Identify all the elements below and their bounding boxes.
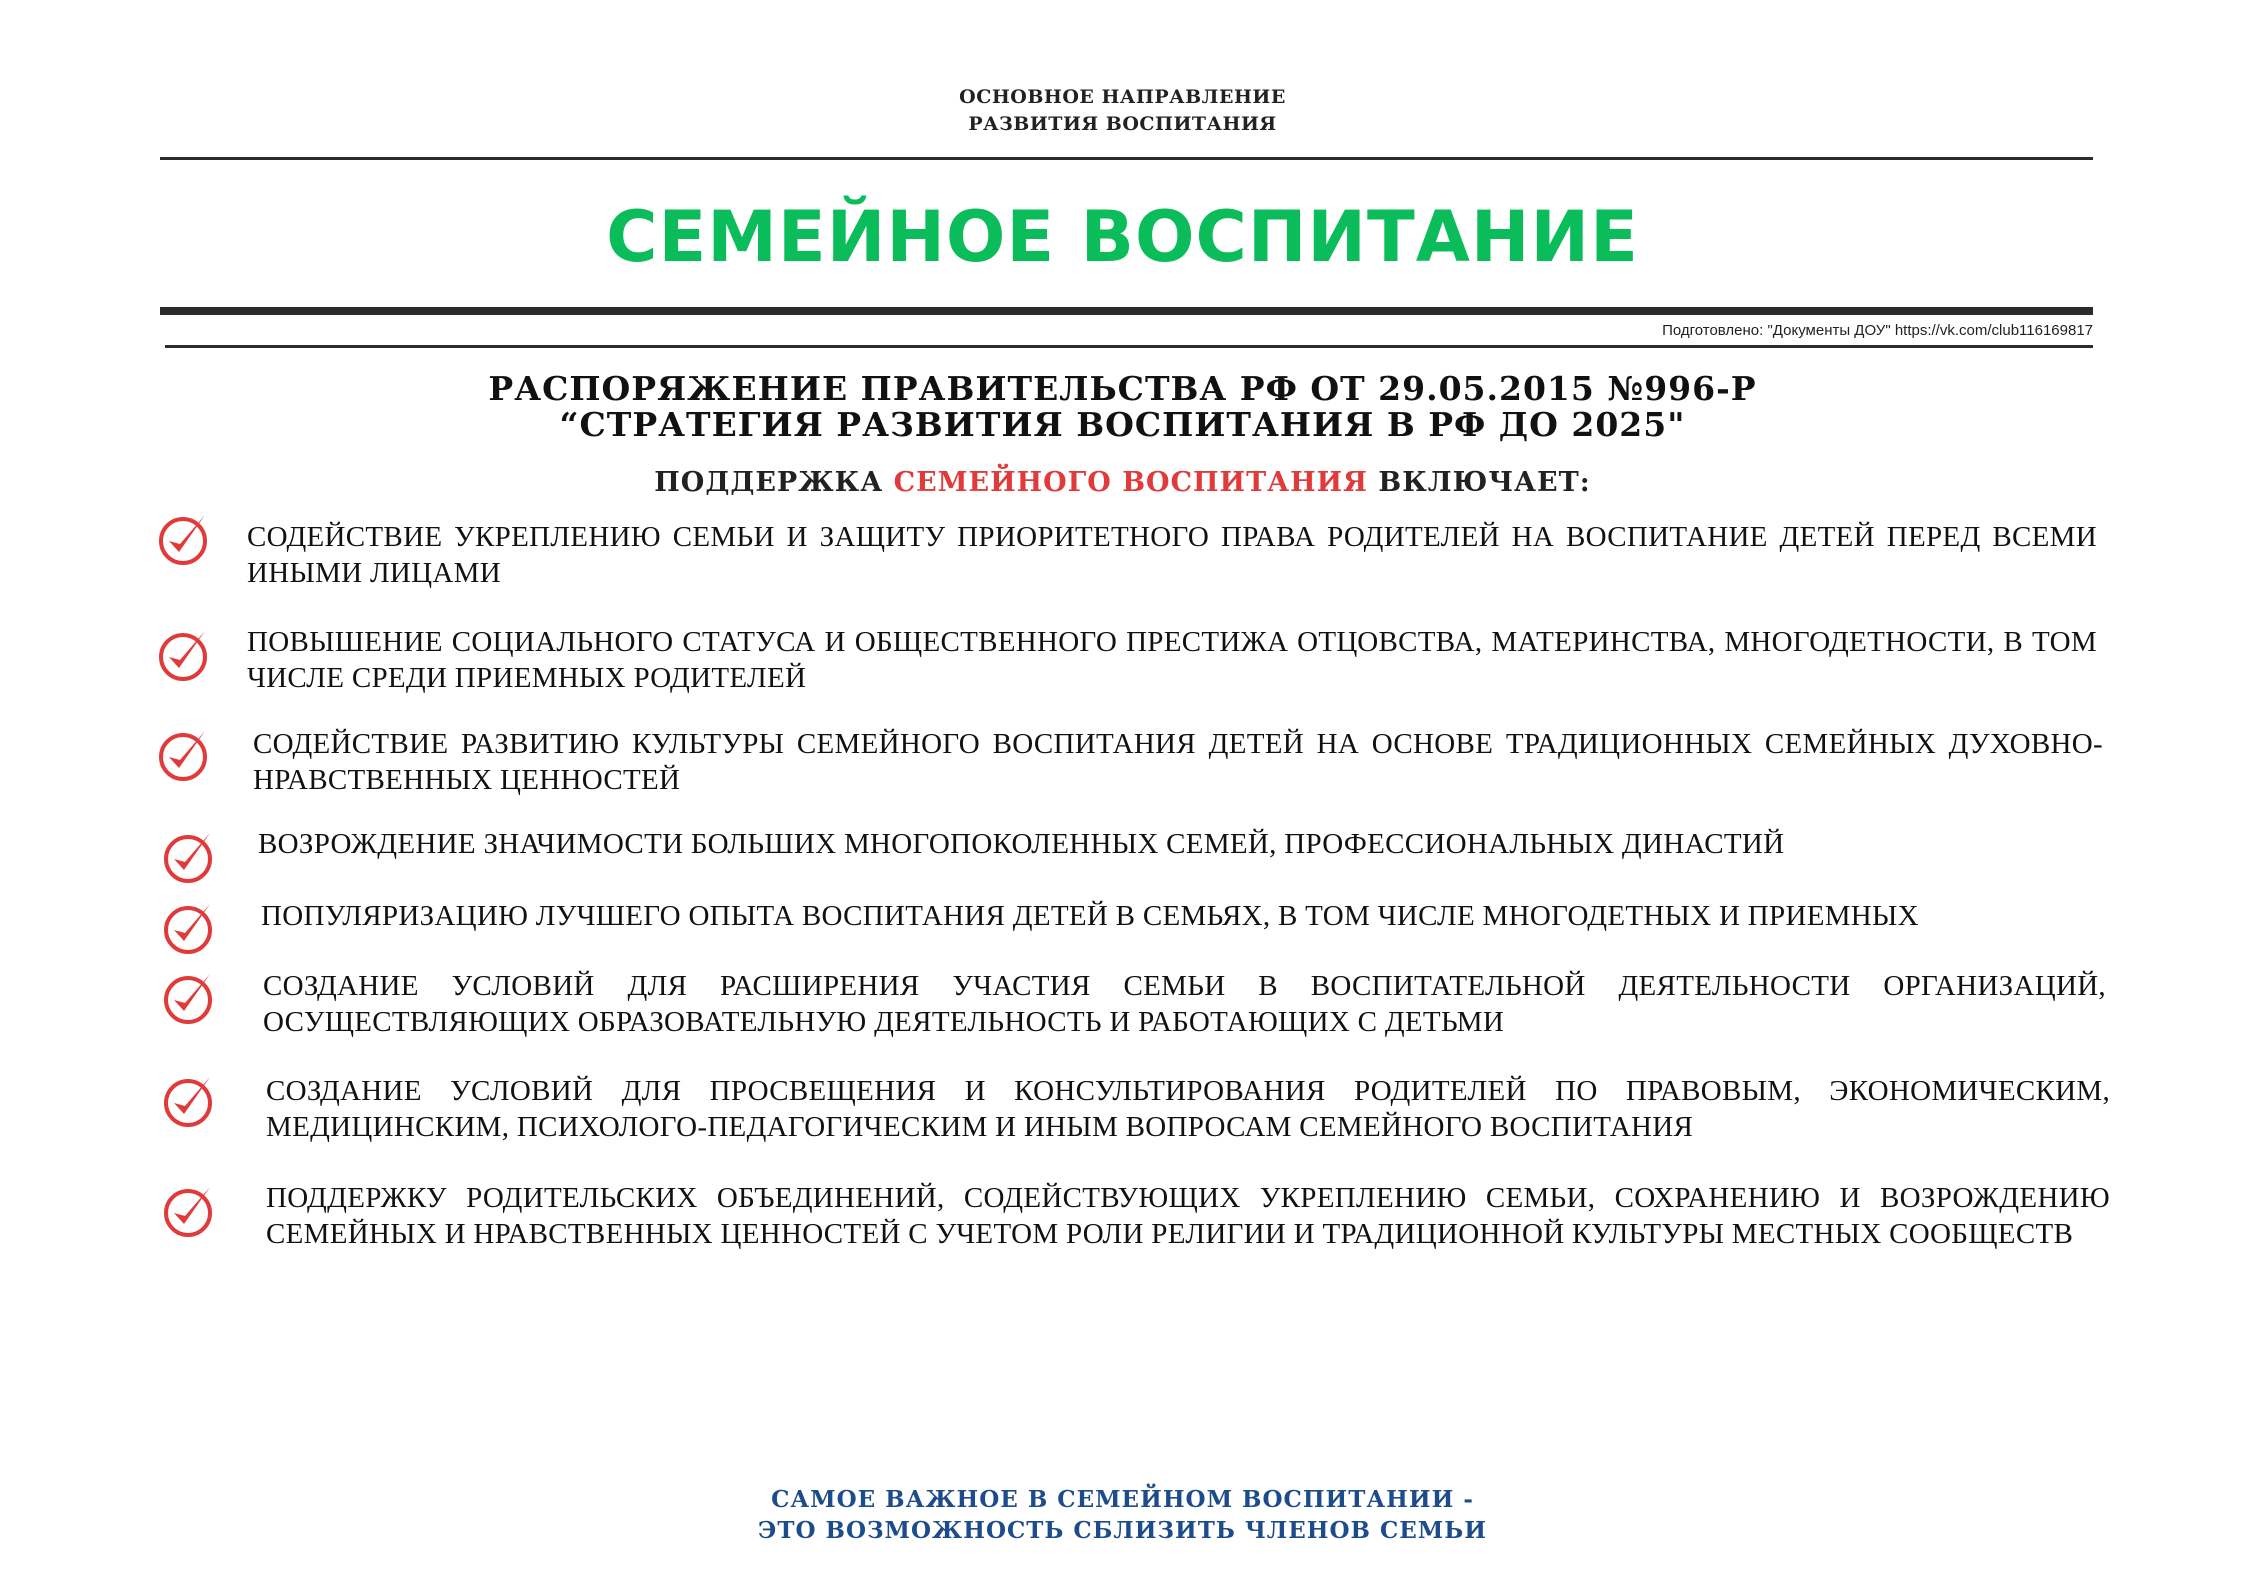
subtitle-accent: СЕМЕЙНОГО ВОСПИТАНИЯ xyxy=(893,467,1368,498)
list-item-text: СОДЕЙСТВИЕ УКРЕПЛЕНИЮ СЕМЬИ И ЗАЩИТУ ПРИОРИТЕТНОГО ПРАВА РОДИТЕЛЕЙ НА ВОСПИТАНИЕ ДЕТЕЙ ПЕРЕД ВСЕМИ ИНЫМИ ЛИЦАМИ xyxy=(247,521,2097,589)
divider-bottom xyxy=(165,345,2093,348)
footer-quote xyxy=(0,1484,2245,1546)
kicker xyxy=(0,84,2245,138)
checkmark-circle-icon xyxy=(162,1073,218,1129)
checkmark-circle-icon xyxy=(162,970,218,1026)
checkmark-circle-icon xyxy=(157,627,213,683)
decree-line-1: РАСПОРЯЖЕНИЕ ПРАВИТЕЛЬСТВА РФ ОТ 29.05.2015 №996-Р xyxy=(488,369,1757,408)
footer-line-1: САМОЕ ВАЖНОЕ В СЕМЕЙНОМ ВОСПИТАНИИ - xyxy=(771,1486,1474,1513)
list-item-text: ПОДДЕРЖКУ РОДИТЕЛЬСКИХ ОБЪЕДИНЕНИЙ, СОДЕЙСТВУЮЩИХ УКРЕПЛЕНИЮ СЕМЬИ, СОХРАНЕНИЮ И ВОЗРОЖДЕНИЮ СЕМЕЙНЫХ И НРАВСТВЕННЫХ ЦЕННОСТЕЙ С УЧЕТОМ РОЛИ РЕЛИГИИ И ТРАДИЦИОННОЙ КУЛЬТУРЫ МЕСТНЫХ СООБЩЕСТВ xyxy=(266,1182,2110,1250)
section-subtitle xyxy=(0,466,2245,500)
divider-top xyxy=(160,157,2093,160)
checkmark-circle-icon xyxy=(157,727,213,783)
page-title: СЕМЕЙНОЕ ВОСПИТАНИЕ xyxy=(606,196,1639,278)
kicker-line-2: РАЗВИТИЯ ВОСПИТАНИЯ xyxy=(968,113,1277,135)
subtitle-after: ВКЛЮЧАЕТ: xyxy=(1367,467,1591,498)
checkmark-circle-icon xyxy=(162,829,218,885)
credit-line: Подготовлено: "Документы ДОУ" https://vk.com/club116169817 xyxy=(1662,322,2093,339)
list-item-text: ВОЗРОЖДЕНИЕ ЗНАЧИМОСТИ БОЛЬШИХ МНОГОПОКОЛЕННЫХ СЕМЕЙ, ПРОФЕССИОНАЛЬНЫХ ДИНАСТИЙ xyxy=(258,828,1785,860)
footer-line-2: ЭТО ВОЗМОЖНОСТЬ СБЛИЗИТЬ ЧЛЕНОВ СЕМЬИ xyxy=(758,1517,1487,1544)
checkmark-circle-icon xyxy=(162,900,218,956)
list-item-text: СОЗДАНИЕ УСЛОВИЙ ДЛЯ РАСШИРЕНИЯ УЧАСТИЯ СЕМЬИ В ВОСПИТАТЕЛЬНОЙ ДЕЯТЕЛЬНОСТИ ОРГАНИЗАЦИЙ, ОСУЩЕСТВЛЯЮЩИХ ОБРАЗОВАТЕЛЬНУЮ ДЕЯТЕЛЬНОСТЬ И РАБОТАЮЩИХ С ДЕТЬМИ xyxy=(263,970,2106,1038)
decree-line-2: “СТРАТЕГИЯ РАЗВИТИЯ ВОСПИТАНИЯ В РФ ДО 2025" xyxy=(559,405,1686,444)
divider-thick xyxy=(160,307,2093,315)
checkmark-circle-icon xyxy=(157,511,213,567)
list-item-text: ПОПУЛЯРИЗАЦИЮ ЛУЧШЕГО ОПЫТА ВОСПИТАНИЯ ДЕТЕЙ В СЕМЬЯХ, В ТОМ ЧИСЛЕ МНОГОДЕТНЫХ И ПРИЕМНЫХ xyxy=(261,900,1919,932)
subtitle-before: ПОДДЕРЖКА xyxy=(654,467,894,498)
decree-heading xyxy=(0,371,2245,443)
list-item-text: ПОВЫШЕНИЕ СОЦИАЛЬНОГО СТАТУСА И ОБЩЕСТВЕННОГО ПРЕСТИЖА ОТЦОВСТВА, МАТЕРИНСТВА, МНОГОДЕТНОСТИ, В ТОМ ЧИСЛЕ СРЕДИ ПРИЕМНЫХ РОДИТЕЛЕЙ xyxy=(247,626,2097,694)
list-item-text: СОДЕЙСТВИЕ РАЗВИТИЮ КУЛЬТУРЫ СЕМЕЙНОГО ВОСПИТАНИЯ ДЕТЕЙ НА ОСНОВЕ ТРАДИЦИОННЫХ СЕМЕЙНЫХ ДУХОВНО-НРАВСТВЕННЫХ ЦЕННОСТЕЙ xyxy=(253,728,2103,796)
kicker-line-1: ОСНОВНОЕ НАПРАВЛЕНИЕ xyxy=(959,86,1286,108)
list-item-text: СОЗДАНИЕ УСЛОВИЙ ДЛЯ ПРОСВЕЩЕНИЯ И КОНСУЛЬТИРОВАНИЯ РОДИТЕЛЕЙ ПО ПРАВОВЫМ, ЭКОНОМИЧЕСКИМ, МЕДИЦИНСКИМ, ПСИХОЛОГО-ПЕДАГОГИЧЕСКИМ И ИНЫМ ВОПРОСАМ СЕМЕЙНОГО ВОСПИТАНИЯ xyxy=(266,1075,2110,1143)
checkmark-circle-icon xyxy=(162,1183,218,1239)
